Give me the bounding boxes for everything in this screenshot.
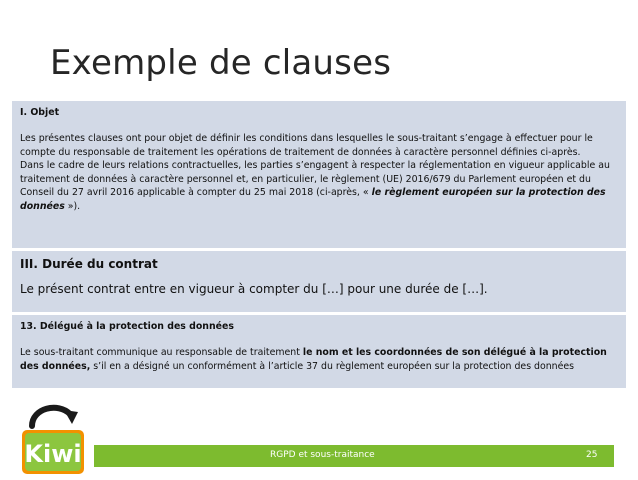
clause-heading: III. Durée du contrat <box>20 257 158 271</box>
clause-objet <box>12 101 626 248</box>
clause-paragraph <box>20 346 618 373</box>
clauses-table <box>12 101 626 388</box>
clause-paragraph: Les présentes clauses ont pour objet de définir les conditions dans lesquelles le sous-traitant s’engage à effectuer pour le compte du responsable de traitement les opérations de traitement de données à caractère personnel définies ci-après. <box>20 133 593 158</box>
clause-delegue <box>12 315 626 388</box>
clause-paragraph: Le présent contrat entre en vigueur à compter du […] pour une durée de […]. <box>20 282 488 296</box>
clause-bold-text: le nom et les coordonnées de son délégué à la protection des données, <box>20 347 607 372</box>
clause-heading: I. Objet <box>20 107 60 118</box>
slide-title: Exemple de clauses <box>50 43 392 83</box>
clause-paragraph <box>20 159 618 213</box>
footer-title: RGPD et sous-traitance <box>270 450 375 460</box>
clause-emphasis: le règlement européen sur la protection des données <box>20 187 606 212</box>
svg-text:Kiwi: Kiwi <box>24 440 82 468</box>
clause-text: Dans le cadre de leurs relations contractuelles, les parties s’engagent à respecter la réglementation en vigueur applicable au traitement de données à caractère personnel et, en particulier, le règlement (UE) 2016/679 du Parlement européen et du Conseil du 27 avril 2016 applicable à compter du 25 mai 2018 (ci-après, « <box>20 160 610 198</box>
clause-text: Le sous-traitant communique au responsable de traitement <box>20 347 303 358</box>
clause-text: s’il en a désigné un conformément à l’article 37 du règlement européen sur la protection des données <box>90 360 575 372</box>
page-number: 25 <box>586 450 598 460</box>
kiwi-logo <box>18 400 88 476</box>
clause-duree <box>12 251 626 312</box>
clause-text: »). <box>64 200 81 212</box>
kiwi-logo-icon <box>18 400 88 476</box>
clause-heading: 13. Délégué à la protection des données <box>20 321 234 332</box>
